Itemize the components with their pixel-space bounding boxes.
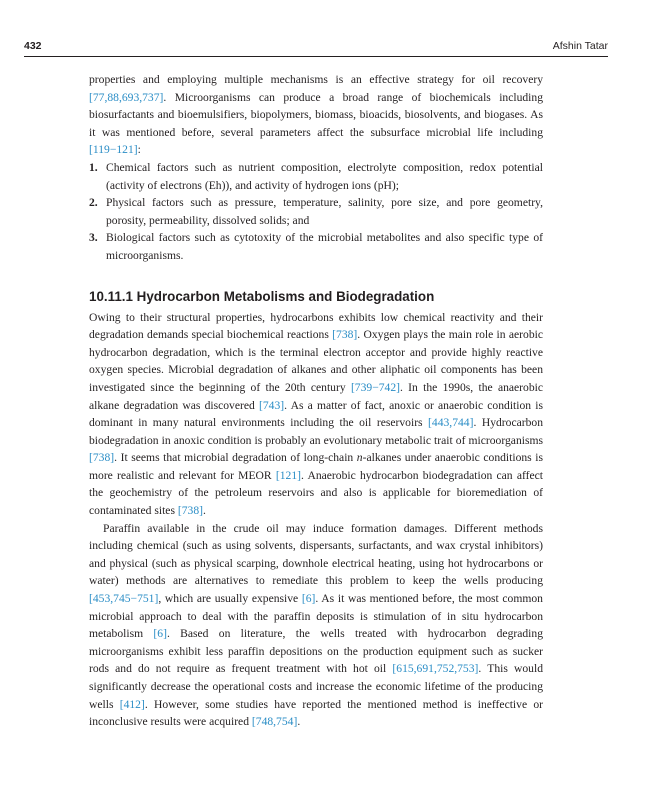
citation-link[interactable]: [6] xyxy=(153,627,167,641)
running-head-author: Afshin Tatar xyxy=(552,40,608,52)
citation-link[interactable]: [743] xyxy=(259,398,285,412)
list-number: 1. xyxy=(89,160,98,174)
list-item xyxy=(89,159,543,194)
page-header xyxy=(24,40,608,54)
citation-link[interactable]: [412] xyxy=(119,697,145,711)
list-number: 3. xyxy=(89,231,98,245)
list-item-text: Biological factors such as cytotoxity of the microbial metabolites and also specific type of microorganisms. xyxy=(106,231,543,262)
body-paragraph: Paraffin available in the crude oil may induce formation damages. Different methods including chemical (such as using solvents, dispersants, surfactants, and wax crystal inhibitors) and physical (such as physical scarping, downhole electrical heating, using hot hydrocarbons or water) methods are alternatives to remediate this problem to keep the wells producing [453,745−751], which are usually expensive [6]. As it was mentioned before, the most common microbial approach to deal with the paraffin deposits is stimulation of in situ hydrocarbon metabolism [6]. Based on literature, the wells treated with hydrocarbon degrading microorganisms exhibit less paraffin depositions on the production equipment such as sucker rods and do not require as frequent treatment with hot oil [615,691,752,753]. This would significantly decrease the operational costs and increase the economic lifetime of the producing wells [412]. However, some studies have reported the mentioned method is ineffective or inconclusive results were acquired [748,754]. xyxy=(89,521,543,729)
citation-link[interactable]: [748,754] xyxy=(251,715,298,729)
intro-paragraph: properties and employing multiple mechanisms is an effective strategy for oil recovery [77,88,693,737]. Microorganisms can produce a broad range of biochemicals including biosurfactants and bioemulsifiers, biopolymers, biomass, bioacids, biosolvents, and biogases. As it was mentioned before, several parameters affect the subsurface microbial life including [119−121]: xyxy=(89,73,543,157)
list-number: 2. xyxy=(89,196,98,210)
citation-link[interactable]: [453,745−751] xyxy=(89,592,159,606)
header-rule xyxy=(24,56,608,57)
citation-link[interactable]: [739−742] xyxy=(350,380,400,394)
page-body xyxy=(89,71,543,731)
citation-link[interactable]: [738] xyxy=(89,451,115,465)
citation-link[interactable]: [77,88,693,737] xyxy=(89,90,164,104)
factor-list xyxy=(89,159,543,265)
citation-link[interactable]: [121] xyxy=(275,468,301,482)
citation-link[interactable]: [738] xyxy=(332,328,358,342)
page-number: 432 xyxy=(24,40,42,52)
list-item-text: Physical factors such as pressure, temperature, salinity, pore size, and pore geometry, porosity, permeability, dissolved solids; and xyxy=(106,196,543,227)
list-item xyxy=(89,229,543,264)
citation-link[interactable]: [119−121] xyxy=(89,143,138,157)
citation-link[interactable]: [443,744] xyxy=(428,416,474,430)
citation-link[interactable]: [738] xyxy=(177,504,203,518)
list-item xyxy=(89,194,543,229)
body-paragraph: Owing to their structural properties, hydrocarbons exhibits low chemical reactivity and their degradation demands special biochemical reactions [738]. Oxygen plays the main role in aerobic hydrocarbon degradation, which is the terminal electron acceptor and provide highly reactive oxygen species. Microbial degradation of alkanes and other aliphatic oil components has been investigated since the beginning of the 20th century [739−742]. In the 1990s, the anaerobic alkane degradation was discovered [743]. As a matter of fact, anoxic or anaerobic condition is dominant in many natural environments including the oil reservoirs [443,744]. Hydrocarbon biodegradation in anoxic condition is probably an evolutionary metabolic trait of microorganisms [738]. It seems that microbial degradation of long-chain n-alkanes under anaerobic conditions is more realistic and relevant for MEOR [121]. Anaerobic hydrocarbon biodegradation can affect the geochemistry of the petroleum reservoirs and also is applicable for bioremediation of contaminated sites [738]. xyxy=(89,310,543,518)
citation-link[interactable]: [6] xyxy=(301,592,316,606)
italic-n: n xyxy=(356,451,363,465)
list-item-text: Chemical factors such as nutrient composition, electrolyte composition, redox potential (activity of electrons (Eh)), and activity of hydrogen ions (pH); xyxy=(106,160,543,192)
section-heading: 10.11.1 Hydrocarbon Metabolisms and Biodegradation xyxy=(89,288,435,304)
citation-link[interactable]: [615,691,752,753] xyxy=(392,662,479,676)
